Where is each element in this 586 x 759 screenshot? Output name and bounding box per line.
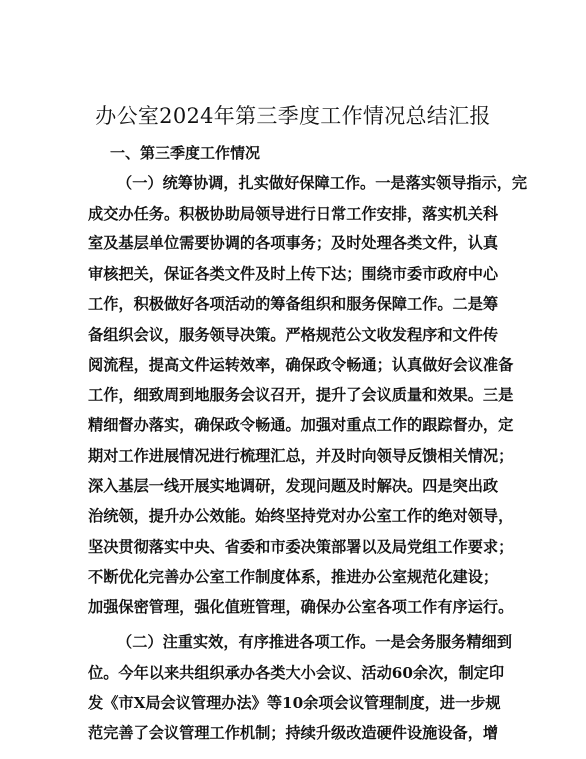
paragraph-line: 备组织会议，服务领导决策。严格规范公文收发程序和文件传 <box>88 326 499 344</box>
paragraph-line: 位。今年以来共组织承办各类大小会议、活动60余次，制定印 <box>88 664 505 682</box>
paragraph-line: 期对工作进展情况进行梳理汇总，并及时向领导反馈相关情况； <box>88 447 514 465</box>
document-title: 办公室2024年第三季度工作情况总结汇报 <box>95 104 491 128</box>
section-heading: 一、第三季度工作情况 <box>110 144 261 162</box>
paragraph-line: 深入基层一线开展实地调研，发现问题及时解决。四是突出政 <box>88 477 499 495</box>
paragraph-line: 审核把关，保证各类文件及时上传下达；围绕市委市政府中心 <box>88 265 499 283</box>
paragraph-line: 加强保密管理，强化值班管理，确保办公室各项工作有序运行。 <box>88 598 514 616</box>
paragraph-line: 发《市X局会议管理办法》等10余项会议管理制度，进一步规 <box>88 694 501 712</box>
paragraph-line: （一）统筹协调，扎实做好保障工作。一是落实领导指示，完 <box>117 174 528 192</box>
paragraph-line: 不断优化完善办公室工作制度体系，推进办公室规范化建设； <box>88 568 499 586</box>
paragraph-line: 精细督办落实，确保政令畅通。加强对重点工作的跟踪督办，定 <box>88 416 514 434</box>
paragraph-line: 坚决贯彻落实中央、省委和市委决策部署以及局党组工作要求； <box>88 538 514 556</box>
paragraph-line: 室及基层单位需要协调的各项事务；及时处理各类文件，认真 <box>88 234 499 252</box>
paragraph-line: 成交办任务。积极协助局领导进行日常工作安排，落实机关科 <box>88 205 499 223</box>
paragraph-line: 工作，细致周到地服务会议召开，提升了会议质量和效果。三是 <box>88 386 514 404</box>
paragraph-line: 治统领，提升办公效能。始终坚持党对办公室工作的绝对领导， <box>88 507 514 525</box>
paragraph-line: 范完善了会议管理工作机制；持续升级改造硬件设施设备，增 <box>88 724 499 742</box>
paragraph-line: （二）注重实效，有序推进各项工作。一是会务服务精细到 <box>117 633 512 651</box>
paragraph-line: 工作，积极做好各项活动的筹备组织和服务保障工作。二是筹 <box>88 295 499 313</box>
paragraph-line: 阅流程，提高文件运转效率，确保政令畅通；认真做好会议准备 <box>88 356 514 374</box>
